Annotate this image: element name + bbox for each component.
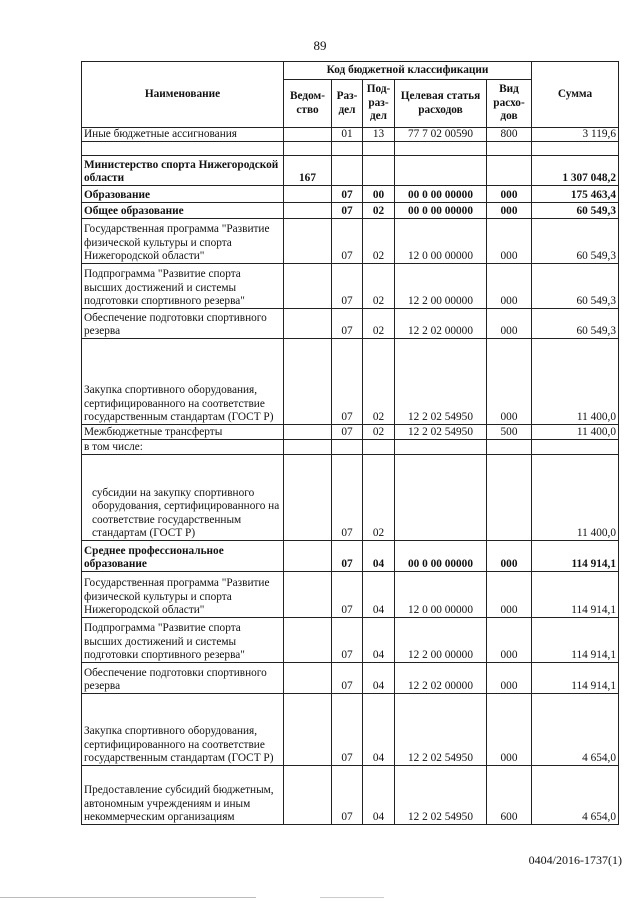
sum-cell: 11 400,0 — [532, 339, 619, 425]
table-row — [82, 455, 619, 541]
target-article-cell: 00 0 00 00000 — [395, 186, 487, 203]
section-cell: 07 — [332, 309, 363, 339]
expense-type-cell: 000 — [487, 694, 532, 766]
table-row — [82, 186, 619, 203]
section-cell: 07 — [332, 541, 363, 572]
subsection-cell — [363, 156, 395, 186]
target-article-cell: 00 0 00 00000 — [395, 203, 487, 219]
section-cell: 07 — [332, 618, 363, 663]
name-cell: Межбюджетные трансферты — [82, 425, 284, 440]
sum-cell: 60 549,3 — [532, 264, 619, 309]
department-cell — [284, 339, 332, 425]
table-row — [82, 203, 619, 219]
target-article-cell: 12 2 02 00000 — [395, 663, 487, 694]
sum-cell: 60 549,3 — [532, 203, 619, 219]
department-cell — [284, 541, 332, 572]
name-cell: Обеспечение подготовки спортивного резерва — [82, 663, 284, 694]
subsection-cell: 04 — [363, 663, 395, 694]
expense-type-cell: 600 — [487, 766, 532, 825]
header-name: Наименование — [82, 62, 284, 128]
department-cell — [284, 264, 332, 309]
section-cell: 07 — [332, 766, 363, 825]
expense-type-cell: 500 — [487, 425, 532, 440]
name-cell: Иные бюджетные ассигнования — [82, 128, 284, 142]
subsection-cell: 04 — [363, 618, 395, 663]
subsection-cell — [363, 142, 395, 156]
section-cell: 07 — [332, 663, 363, 694]
table-row — [82, 618, 619, 663]
header-subsection: Под-раз-дел — [363, 80, 395, 128]
name-cell: Подпрограмма "Развитие спорта высших достижений и системы подготовки спортивного резерва" — [82, 618, 284, 663]
section-cell: 07 — [332, 339, 363, 425]
department-cell — [284, 572, 332, 618]
sum-cell: 114 914,1 — [532, 618, 619, 663]
sum-cell — [532, 142, 619, 156]
subsection-cell: 04 — [363, 541, 395, 572]
name-cell: в том числе: — [82, 440, 284, 455]
name-cell: Образование — [82, 186, 284, 203]
document-code: 0404/2016-1737(1) — [528, 853, 622, 867]
name-cell: Подпрограмма "Развитие спорта высших достижений и системы подготовки спортивного резерва" — [82, 264, 284, 309]
expense-type-cell — [487, 156, 532, 186]
scan-edge-line — [0, 897, 640, 898]
table-body — [82, 128, 619, 825]
table-row — [82, 572, 619, 618]
table-row — [82, 694, 619, 766]
subsection-cell: 02 — [363, 339, 395, 425]
sum-cell: 175 463,4 — [532, 186, 619, 203]
table-row — [82, 309, 619, 339]
section-cell: 07 — [332, 203, 363, 219]
department-cell: 167 — [284, 156, 332, 186]
department-cell — [284, 663, 332, 694]
expense-type-cell — [487, 142, 532, 156]
name-cell: Государственная программа "Развитие физической культуры и спорта Нижегородской области" — [82, 219, 284, 264]
header-department: Ведом-ство — [284, 80, 332, 128]
department-cell — [284, 186, 332, 203]
sum-cell: 11 400,0 — [532, 455, 619, 541]
expense-type-cell: 000 — [487, 264, 532, 309]
name-cell: Министерство спорта Нижегородской области — [82, 156, 284, 186]
header-expense-type: Вид расхо-дов — [487, 80, 532, 128]
expense-type-cell: 000 — [487, 203, 532, 219]
target-article-cell: 12 2 00 00000 — [395, 264, 487, 309]
section-cell: 01 — [332, 128, 363, 142]
target-article-cell: 12 2 02 54950 — [395, 425, 487, 440]
section-cell — [332, 156, 363, 186]
target-article-cell: 77 7 02 00590 — [395, 128, 487, 142]
expense-type-cell: 000 — [487, 663, 532, 694]
department-cell — [284, 142, 332, 156]
department-cell — [284, 766, 332, 825]
sum-cell: 4 654,0 — [532, 694, 619, 766]
table-row — [82, 440, 619, 455]
section-cell — [332, 440, 363, 455]
sum-cell: 1 307 048,2 — [532, 156, 619, 186]
sum-cell: 3 119,6 — [532, 128, 619, 142]
subsection-cell: 02 — [363, 203, 395, 219]
target-article-cell: 12 0 00 00000 — [395, 219, 487, 264]
table-row — [82, 425, 619, 440]
subsection-cell: 02 — [363, 264, 395, 309]
subsection-cell: 13 — [363, 128, 395, 142]
name-cell: Закупка спортивного оборудования, сертифицированного на соответствие государственным стандартам (ГОСТ Р) — [82, 694, 284, 766]
sum-cell: 114 914,1 — [532, 572, 619, 618]
expense-type-cell: 000 — [487, 541, 532, 572]
section-cell: 07 — [332, 264, 363, 309]
subsection-cell: 02 — [363, 455, 395, 541]
expense-type-cell — [487, 440, 532, 455]
table-row — [82, 156, 619, 186]
expense-type-cell: 000 — [487, 572, 532, 618]
sum-cell: 60 549,3 — [532, 219, 619, 264]
section-cell: 07 — [332, 186, 363, 203]
name-cell: Общее образование — [82, 203, 284, 219]
subsection-cell: 04 — [363, 572, 395, 618]
header-sum: Сумма — [532, 62, 619, 128]
name-cell: Среднее профессиональное образование — [82, 541, 284, 572]
department-cell — [284, 203, 332, 219]
table-row — [82, 339, 619, 425]
department-cell — [284, 219, 332, 264]
subsection-cell: 00 — [363, 186, 395, 203]
sum-cell: 60 549,3 — [532, 309, 619, 339]
sum-cell: 114 914,1 — [532, 663, 619, 694]
sum-cell: 11 400,0 — [532, 425, 619, 440]
name-cell: Обеспечение подготовки спортивного резерва — [82, 309, 284, 339]
subsection-cell: 04 — [363, 694, 395, 766]
table-row — [82, 142, 619, 156]
target-article-cell: 12 2 02 54950 — [395, 339, 487, 425]
expense-type-cell: 000 — [487, 618, 532, 663]
table-row — [82, 219, 619, 264]
department-cell — [284, 455, 332, 541]
department-cell — [284, 440, 332, 455]
section-cell: 07 — [332, 219, 363, 264]
expense-type-cell — [487, 455, 532, 541]
page-number: 89 — [313, 38, 327, 53]
sum-cell: 114 914,1 — [532, 541, 619, 572]
target-article-cell: 12 2 00 00000 — [395, 618, 487, 663]
table-row — [82, 766, 619, 825]
expense-type-cell: 000 — [487, 309, 532, 339]
target-article-cell — [395, 142, 487, 156]
name-cell: Закупка спортивного оборудования, сертифицированного на соответствие государственным стандартам (ГОСТ Р) — [82, 339, 284, 425]
target-article-cell: 00 0 00 00000 — [395, 541, 487, 572]
subsection-cell — [363, 440, 395, 455]
target-article-cell — [395, 440, 487, 455]
target-article-cell: 12 2 02 54950 — [395, 766, 487, 825]
name-cell: Государственная программа "Развитие физической культуры и спорта Нижегородской области" — [82, 572, 284, 618]
subsection-cell: 02 — [363, 219, 395, 264]
department-cell — [284, 309, 332, 339]
table-row — [82, 541, 619, 572]
department-cell — [284, 425, 332, 440]
department-cell — [284, 618, 332, 663]
target-article-cell — [395, 455, 487, 541]
section-cell: 07 — [332, 455, 363, 541]
sum-cell — [532, 440, 619, 455]
expense-type-cell: 800 — [487, 128, 532, 142]
department-cell — [284, 128, 332, 142]
department-cell — [284, 694, 332, 766]
sum-cell: 4 654,0 — [532, 766, 619, 825]
table-row — [82, 264, 619, 309]
table-row — [82, 128, 619, 142]
subsection-cell: 04 — [363, 766, 395, 825]
section-cell: 07 — [332, 425, 363, 440]
target-article-cell: 12 2 02 00000 — [395, 309, 487, 339]
budget-table — [81, 61, 619, 825]
expense-type-cell: 000 — [487, 339, 532, 425]
table-row — [82, 663, 619, 694]
section-cell — [332, 142, 363, 156]
subsection-cell: 02 — [363, 425, 395, 440]
target-article-cell — [395, 156, 487, 186]
header-section: Раз-дел — [332, 80, 363, 128]
target-article-cell: 12 2 02 54950 — [395, 694, 487, 766]
section-cell: 07 — [332, 694, 363, 766]
header-classification-code: Код бюджетной классификации — [284, 62, 532, 80]
name-cell: субсидии на закупку спортивного оборудования, сертифицированного на соответствие государственным стандартам (ГОСТ Р) — [82, 455, 284, 541]
name-cell: Предоставление субсидий бюджетным, автономным учреждениям и иным некоммерческим организациям — [82, 766, 284, 825]
target-article-cell: 12 0 00 00000 — [395, 572, 487, 618]
header-target-article: Целевая статья расходов — [395, 80, 487, 128]
name-cell — [82, 142, 284, 156]
expense-type-cell: 000 — [487, 219, 532, 264]
subsection-cell: 02 — [363, 309, 395, 339]
section-cell: 07 — [332, 572, 363, 618]
expense-type-cell: 000 — [487, 186, 532, 203]
